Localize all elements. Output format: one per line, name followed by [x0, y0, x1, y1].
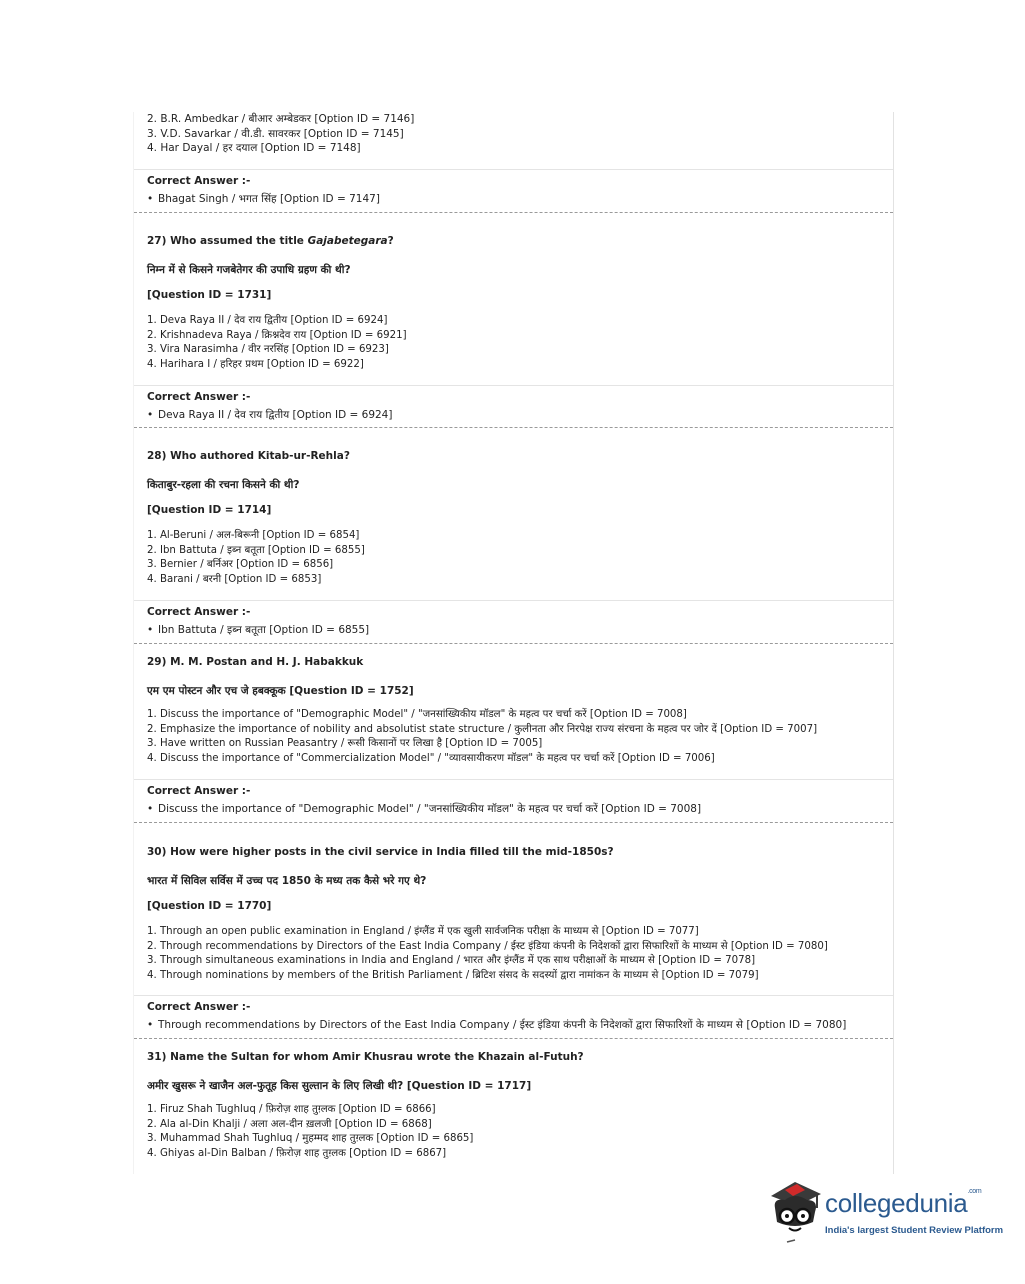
- option: 4. Discuss the importance of "Commercialization Model" / "व्यावसायीकरण मॉडल" के महत्व पर चर्चा करें [Option ID = 7006]: [147, 753, 715, 765]
- question-separator: [134, 212, 893, 213]
- correct-answer-label: Correct Answer :-: [147, 606, 251, 618]
- correct-answer-block: [134, 600, 893, 636]
- option: 1. Al-Beruni / अल-बिरूनी [Option ID = 6854]: [147, 530, 360, 541]
- correct-answer-value: [147, 1018, 846, 1032]
- question-27: [147, 235, 887, 373]
- bullet-icon: •: [147, 803, 154, 815]
- question-title: 28) Who authored Kitab-ur-Rehla?: [147, 450, 350, 462]
- correct-answer-label: Correct Answer :-: [147, 175, 251, 187]
- question-title: 31) Name the Sultan for whom Amir Khusrau wrote the Khazain al-Futuh?: [147, 1051, 584, 1063]
- question-28: [147, 450, 887, 588]
- answer-text: Deva Raya II / देव राय द्वितीय [Option ID = 6924]: [158, 409, 393, 421]
- options-list: [147, 1103, 887, 1162]
- correct-answer-block: [134, 995, 893, 1031]
- correct-answer-value: [147, 192, 380, 206]
- title-text: 27) Who assumed the title: [147, 235, 308, 247]
- logo-tagline: India's largest Student Review Platform: [825, 1225, 1004, 1236]
- correct-answer-label: Correct Answer :-: [147, 391, 251, 403]
- option: 3. V.D. Savarkar / वी.डी. सावरकर [Option ID = 7145]: [147, 127, 404, 140]
- question-title: 29) M. M. Postan and H. J. Habakkuk: [147, 656, 364, 668]
- option: 4. Harihara I / हरिहर प्रथम [Option ID = 6922]: [147, 359, 364, 371]
- correct-answer-block: [134, 385, 893, 421]
- option: 4. Through nominations by members of the British Parliament / ब्रिटिश संसद के सदस्यों द्वारा नामांकन के माध्यम से [Option ID = 7079]: [147, 970, 759, 982]
- question-separator: [134, 427, 893, 428]
- lead-options: [147, 112, 414, 156]
- option: 2. Ala al-Din Khalji / अला अल-दीन ख़लजी [Option ID = 6868]: [147, 1118, 432, 1130]
- answer-text: Ibn Battuta / इब्न बतूता [Option ID = 6855]: [158, 624, 370, 636]
- option: 2. Through recommendations by Directors of the East India Company / ईस्ट इंडिया कंपनी के निदेशकों द्वारा सिफारिशों के माध्यम से [Option ID = 7080]: [147, 940, 828, 952]
- mascot-icon: [765, 1178, 827, 1244]
- correct-answer-label: Correct Answer :-: [147, 785, 251, 797]
- options-list: [147, 529, 887, 588]
- question-hindi: अमीर खुसरू ने खाजैन अल-फुतूह किस सुल्तान के लिए लिखी थी? [Question ID = 1717]: [147, 1080, 532, 1092]
- question-hindi: भारत में सिविल सर्विस में उच्च पद 1850 के मध्य तक कैसे भरे गए थे?: [147, 875, 427, 887]
- question-separator: [134, 1038, 893, 1039]
- question-30: [147, 846, 887, 984]
- question-id: [Question ID = 1731]: [147, 289, 272, 301]
- option: 2. Ibn Battuta / इब्न बतूता [Option ID = 6855]: [147, 544, 365, 556]
- bullet-icon: •: [147, 193, 154, 205]
- title-emphasis: Gajabetegara: [307, 235, 388, 247]
- question-id: [Question ID = 1714]: [147, 504, 272, 516]
- option: 3. Muhammad Shah Tughluq / मुहम्मद शाह तुग़्लक [Option ID = 6865]: [147, 1133, 474, 1145]
- question-separator: [134, 822, 893, 823]
- question-hindi: एम एम पोस्टन और एच जे हबक्कूक [Question ID = 1752]: [147, 685, 414, 697]
- logo-brand: [825, 1188, 981, 1219]
- question-title: 30) How were higher posts in the civil service in India filled till the mid-1850s?: [147, 846, 614, 858]
- correct-answer-block: [134, 779, 893, 815]
- options-list: [147, 314, 887, 373]
- option: 2. B.R. Ambedkar / बीआर अम्बेडकर [Option ID = 7146]: [147, 113, 415, 125]
- option: 4. Har Dayal / हर दयाल [Option ID = 7148]: [147, 142, 361, 155]
- title-end: ?: [387, 235, 394, 247]
- correct-answer-value: [147, 802, 701, 816]
- option: 3. Have written on Russian Peasantry / रूसी किसानों पर लिखा है [Option ID = 7005]: [147, 738, 543, 750]
- option: 1. Through an open public examination in England / इंग्लैंड में एक खुली सार्वजनिक परीक्षा के माध्यम से [Option ID = 7077]: [147, 926, 699, 937]
- correct-answer-label: Correct Answer :-: [147, 1001, 251, 1013]
- option: 2. Emphasize the importance of nobility and absolutist state structure / कुलीनता और निरपेक्ष राज्य संरचना के महत्व पर जोर दें [Option ID = 7007]: [147, 723, 818, 735]
- option: 1. Discuss the importance of "Demographic Model" / "जनसांख्यिकीय मॉडल" के महत्व पर चर्चा करें [Option ID = 7008]: [147, 709, 687, 720]
- brand-suffix: .com: [967, 1188, 982, 1195]
- question-31: [147, 1051, 887, 1162]
- answer-text: Discuss the importance of "Demographic Model" / "जनसांख्यिकीय मॉडल" के महत्व पर चर्चा करें [Option ID = 7008]: [158, 803, 702, 815]
- bullet-icon: •: [147, 409, 154, 421]
- options-list: [147, 925, 887, 984]
- bullet-icon: •: [147, 624, 154, 636]
- exam-page: [133, 112, 894, 1174]
- correct-answer-block: [134, 169, 893, 205]
- question-29: [147, 656, 887, 767]
- correct-answer-value: [147, 623, 369, 637]
- question-hindi: किताबुर-रहला की रचना किसने की थी?: [147, 479, 300, 491]
- option: 3. Bernier / बर्निअर [Option ID = 6856]: [147, 559, 334, 571]
- correct-answer-value: [147, 408, 392, 422]
- question-separator: [134, 643, 893, 644]
- option: 1. Firuz Shah Tughluq / फ़िरोज़ शाह तुग़्लक [Option ID = 6866]: [147, 1104, 436, 1115]
- question-id: [Question ID = 1770]: [147, 900, 272, 912]
- collegedunia-logo[interactable]: [765, 1178, 1004, 1248]
- bullet-icon: •: [147, 1019, 154, 1031]
- option: 3. Vira Narasimha / वीर नरसिंह [Option ID = 6923]: [147, 344, 389, 356]
- option: 3. Through simultaneous examinations in India and England / भारत और इंग्लैंड में एक साथ परीक्षाओं के माध्यम से [Option ID = 7078]: [147, 955, 756, 967]
- brand-text: collegedunia: [825, 1188, 968, 1218]
- option: 4. Ghiyas al-Din Balban / फ़िरोज़ शाह तुग़्लक [Option ID = 6867]: [147, 1148, 447, 1160]
- option: 2. Krishnadeva Raya / क्रिश्नदेव राय [Option ID = 6921]: [147, 329, 407, 341]
- answer-text: Through recommendations by Directors of the East India Company / ईस्ट इंडिया कंपनी के निदेशकों द्वारा सिफारिशों के माध्यम से [Option ID = 7080]: [158, 1019, 847, 1031]
- option: 4. Barani / बरनी [Option ID = 6853]: [147, 574, 322, 586]
- question-title: [147, 235, 887, 251]
- answer-text: Bhagat Singh / भगत सिंह [Option ID = 7147]: [158, 193, 380, 205]
- question-hindi: निम्न में से किसने गजबेतेगर की उपाधि ग्रहण की थी?: [147, 264, 351, 276]
- options-list: [147, 708, 887, 767]
- option: 1. Deva Raya II / देव राय द्वितीय [Option ID = 6924]: [147, 315, 388, 326]
